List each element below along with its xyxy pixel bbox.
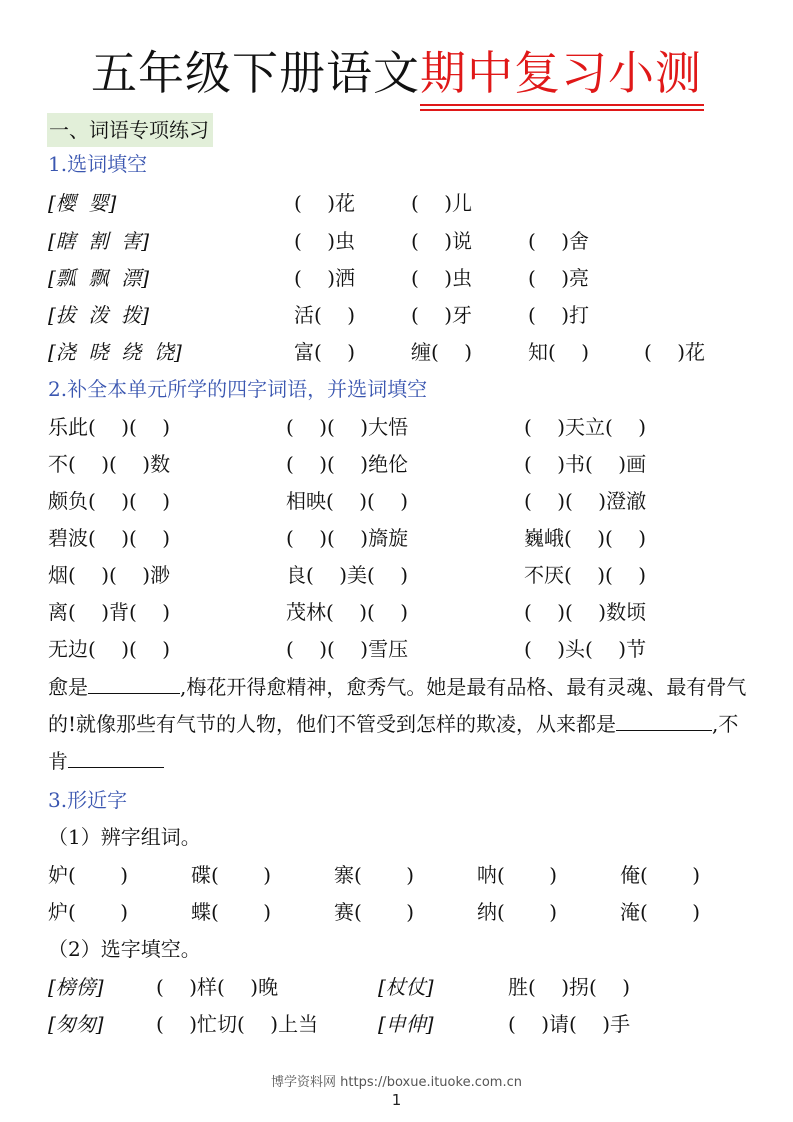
char-blank: 纳( ) bbox=[477, 900, 558, 924]
title-black: 五年级下册语文 bbox=[91, 46, 420, 100]
char-blank: 碟( ) bbox=[191, 863, 272, 887]
char-options: [榜傍] bbox=[48, 975, 104, 999]
q1-blank: ( )说 bbox=[411, 229, 473, 253]
idiom-blank: ( )( )旖旋 bbox=[286, 526, 409, 550]
fill-in-paragraph bbox=[48, 669, 758, 780]
q1-blank: ( )洒 bbox=[294, 266, 356, 290]
idiom-blank: 巍峨( )( ) bbox=[524, 526, 647, 550]
char-blank: 蝶( ) bbox=[191, 900, 272, 924]
page-title bbox=[0, 44, 793, 104]
idiom-blank: 颇负( )( ) bbox=[48, 489, 171, 513]
section-heading-vocab: 一、词语专项练习 bbox=[47, 113, 213, 147]
idiom-blank: ( )( )雪压 bbox=[286, 637, 409, 661]
idiom-blank: ( )头( )节 bbox=[524, 637, 647, 661]
char-options: [杖仗] bbox=[378, 975, 434, 999]
q1-blank: ( )牙 bbox=[411, 303, 473, 327]
page-number: 1 bbox=[391, 1091, 402, 1109]
para-text: ,不肯 bbox=[48, 712, 739, 773]
char-options: [申伸] bbox=[378, 1012, 434, 1036]
q1-blank: ( )打 bbox=[528, 303, 590, 327]
idiom-blank: 无边( )( ) bbox=[48, 637, 171, 661]
idiom-blank: 茂林( )( ) bbox=[286, 600, 409, 624]
para-text: 愈是 bbox=[48, 675, 88, 699]
q1-blank: ( )虫 bbox=[411, 266, 473, 290]
idiom-blank: 烟( )( )渺 bbox=[48, 563, 171, 587]
q3-part1-heading: （1）辨字组词。 bbox=[48, 825, 201, 849]
char-blank: 赛( ) bbox=[334, 900, 415, 924]
q1-options: [瞎 割 害] bbox=[48, 229, 150, 253]
idiom-blank: ( )( )大悟 bbox=[286, 415, 409, 439]
char-blank: 呐( ) bbox=[477, 863, 558, 887]
idiom-blank: 离( )背( ) bbox=[48, 600, 171, 624]
q1-options: [拔 泼 拨] bbox=[48, 303, 150, 327]
q1-options: [浇 晓 绕 饶] bbox=[48, 340, 182, 364]
idiom-blank: ( )( )绝伦 bbox=[286, 452, 409, 476]
q1-blank: ( )虫 bbox=[294, 229, 356, 253]
idiom-blank: 良( )美( ) bbox=[286, 563, 409, 587]
q1-options: [瓢 飘 漂] bbox=[48, 266, 150, 290]
q1-blank: ( )亮 bbox=[528, 266, 590, 290]
idiom-blank: ( )书( )画 bbox=[524, 452, 647, 476]
footer-source: 博学资料网 https://boxue.ituoke.com.cn bbox=[271, 1075, 522, 1090]
q1-heading: 1.选词填空 bbox=[48, 152, 148, 176]
idiom-blank: 乐此( )( ) bbox=[48, 415, 171, 439]
q1-blank: ( )儿 bbox=[411, 191, 473, 215]
char-fill: ( )样( )晚 bbox=[156, 975, 279, 999]
char-blank: 俺( ) bbox=[620, 863, 701, 887]
char-blank: 寨( ) bbox=[334, 863, 415, 887]
q1-blank: ( )花 bbox=[294, 191, 356, 215]
char-blank: 妒( ) bbox=[48, 863, 129, 887]
q1-blank: 缠( ) bbox=[411, 340, 473, 364]
idiom-blank: 不( )( )数 bbox=[48, 452, 171, 476]
answer-blank[interactable] bbox=[68, 745, 164, 768]
q3-heading: 3.形近字 bbox=[48, 788, 128, 812]
q1-blank: 活( ) bbox=[294, 303, 356, 327]
q2-heading: 2.补全本单元所学的四字词语，并选词填空 bbox=[48, 377, 428, 401]
answer-blank[interactable] bbox=[88, 671, 180, 694]
q1-blank: ( )舍 bbox=[528, 229, 590, 253]
q3-part2-heading: （2）选字填空。 bbox=[48, 937, 201, 961]
char-blank: 炉( ) bbox=[48, 900, 129, 924]
q1-blank: 富( ) bbox=[294, 340, 356, 364]
char-fill: ( )忙切( )上当 bbox=[156, 1012, 319, 1036]
char-fill: 胜( )拐( ) bbox=[508, 975, 631, 999]
idiom-blank: ( )( )数顷 bbox=[524, 600, 647, 624]
q1-blank: ( )花 bbox=[644, 340, 706, 364]
idiom-blank: ( )天立( ) bbox=[524, 415, 647, 439]
idiom-blank: 相映( )( ) bbox=[286, 489, 409, 513]
para-text: ,梅花开得愈精神，愈秀气。她是最有品格、最有灵魂、最有骨气的!就像那些有气节的人物，他们不管受到怎样的欺凌，从来都是 bbox=[48, 675, 747, 736]
title-red-underlined: 期中复习小测 bbox=[420, 44, 702, 104]
idiom-blank: 不厌( )( ) bbox=[524, 563, 647, 587]
idiom-blank: 碧波( )( ) bbox=[48, 526, 171, 550]
idiom-blank: ( )( )澄澈 bbox=[524, 489, 647, 513]
char-options: [匆匆] bbox=[48, 1012, 104, 1036]
q1-blank: 知( ) bbox=[528, 340, 590, 364]
answer-blank[interactable] bbox=[616, 708, 712, 731]
char-blank: 淹( ) bbox=[620, 900, 701, 924]
q1-options: [樱 婴] bbox=[48, 191, 117, 215]
char-fill: ( )请( )手 bbox=[508, 1012, 631, 1036]
